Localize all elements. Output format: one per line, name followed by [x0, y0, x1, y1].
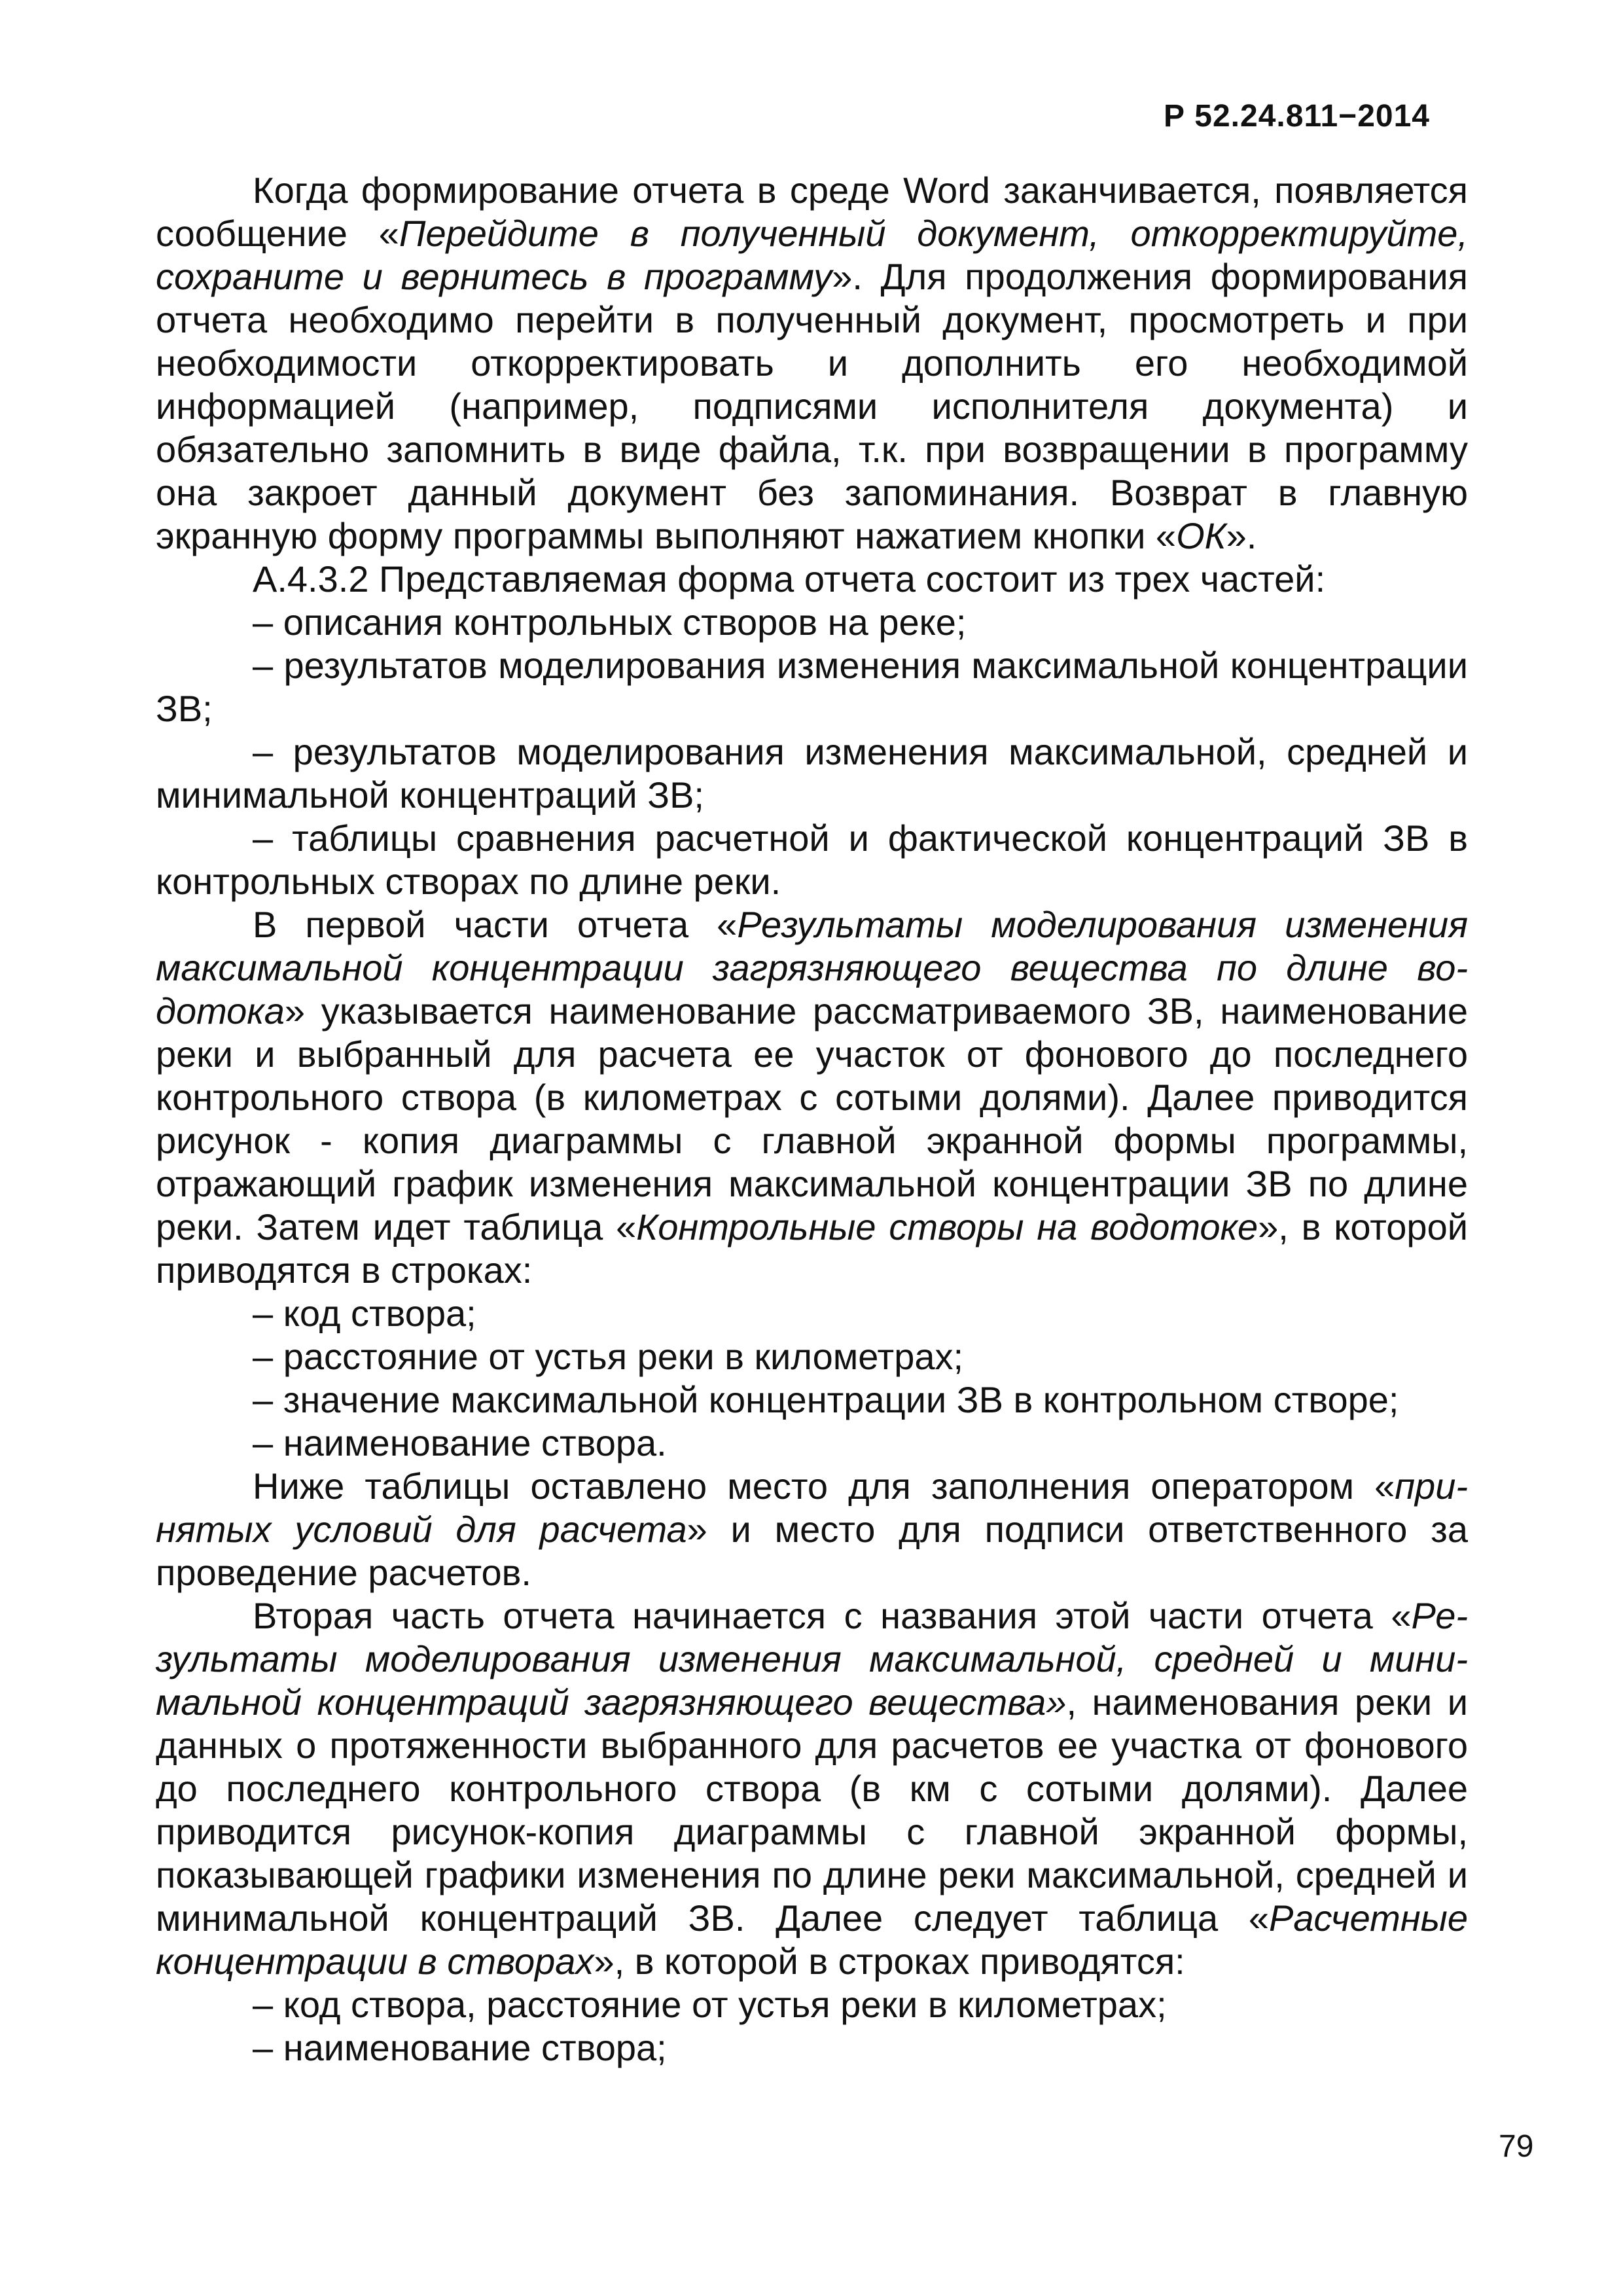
paragraph [156, 1983, 1468, 2026]
text-run: », в которой в строках приводятся: [594, 1941, 1185, 1982]
italic-text-run: Контрольные створы на водотоке [636, 1206, 1258, 1247]
text-run: » указывается наименование рассматриваемого ЗВ, наименование реки и выбранный для расчета ее участок от фонового до последнего контрольного створа (в километрах с сотыми долями). Далее приводится рисунок - копия диаграммы с главной экранной формы программы, отражающий график изменения максимальной концентрации ЗВ по длине реки. Затем идет таблица « [156, 990, 1468, 1247]
italic-text-run: Результаты моделирования изменения максимальной концентрации загрязняющего вещества по длине водотока [156, 904, 1468, 1031]
paragraph [156, 558, 1468, 601]
text-run: – наименование створа; [253, 2027, 667, 2068]
text-run: ». [1226, 515, 1257, 556]
paragraph [156, 817, 1468, 903]
text-run: – таблицы сравнения расчетной и фактической концентраций ЗВ в контрольных створах по длине реки. [156, 817, 1468, 902]
text-run: – код створа; [253, 1293, 476, 1334]
paragraph [156, 1378, 1468, 1422]
text-run: – результатов моделирования изменения максимальной, средней и минимальной концентраций ЗВ; [156, 731, 1468, 816]
text-run: », в которой приводятся в строках: [156, 1206, 1468, 1291]
text-run: – код створа, расстояние от устья реки в километрах; [253, 1984, 1167, 2025]
italic-text-run: Перейдите в полученный документ, откорректируйте, сохраните и вернитесь в программу [156, 213, 1469, 297]
text-run: – расстояние от устья реки в километрах; [253, 1336, 964, 1377]
italic-text-run: Расчетные концентрации в створах [156, 1897, 1468, 1982]
paragraph [156, 1465, 1468, 1594]
italic-text-run: ОК [1176, 515, 1226, 556]
text-run: – наименование створа. [253, 1422, 667, 1463]
text-run: , наименования реки и данных о протяженности выбранного для расчетов ее участка от фонового до последнего контрольного створа (в км с сотыми долями). Далее приводится рисунок-копия диаграммы с главной экранной формы, показывающей графики изменения по длине реки максимальной, средней и минимальной концентраций ЗВ. Далее следует таблица « [156, 1681, 1468, 1939]
italic-text-run: Результаты моделирования изменения максимальной, средней и минимальной концентраций загрязняющего вещества» [156, 1595, 1468, 1723]
text-run: А.4.3.2 Представляемая форма отчета состоит из трех частей: [253, 558, 1326, 600]
paragraph [156, 903, 1468, 1292]
paragraph [156, 730, 1468, 817]
document-number-header: Р 52.24.811−2014 [1163, 99, 1430, 134]
text-run: » и место для подписи ответственного за проведение расчетов. [156, 1509, 1468, 1593]
text-run: – результатов моделирования изменения максимальной концентрации ЗВ; [156, 645, 1468, 729]
text-run: Ниже таблицы оставлено место для заполнения оператором « [253, 1465, 1395, 1507]
text-run: Когда формирование отчета в среде Word заканчивается, появляется сообщение « [156, 170, 1468, 254]
paragraph [156, 1292, 1468, 1335]
body-text [156, 169, 1468, 2070]
text-run: Вторая часть отчета начинается с названия этой части отчета « [253, 1595, 1412, 1636]
text-run: – описания контрольных створов на реке; [253, 601, 967, 643]
text-run: – значение максимальной концентрации ЗВ в контрольном створе; [253, 1379, 1399, 1420]
page-number: 79 [1499, 2129, 1534, 2164]
paragraph [156, 1422, 1468, 1465]
paragraph [156, 169, 1468, 558]
paragraph [156, 644, 1468, 730]
text-run: В первой части отчета « [253, 904, 738, 945]
paragraph [156, 1594, 1468, 1983]
paragraph [156, 601, 1468, 644]
text-run: ». Для продолжения формирования отчета необходимо перейти в полученный документ, просмотреть и при необходимости откорректировать и дополнить его необходимой информацией (например, подписями исполнителя документа) и обязательно запомнить в виде файла, т.к. при возвращении в программу она закроет данный документ без запоминания. Возврат в главную экранную форму программы выполняют нажатием кнопки « [156, 256, 1469, 556]
paragraph [156, 1335, 1468, 1378]
paragraph [156, 2026, 1468, 2070]
italic-text-run: принятых условий для расчета [156, 1465, 1468, 1550]
